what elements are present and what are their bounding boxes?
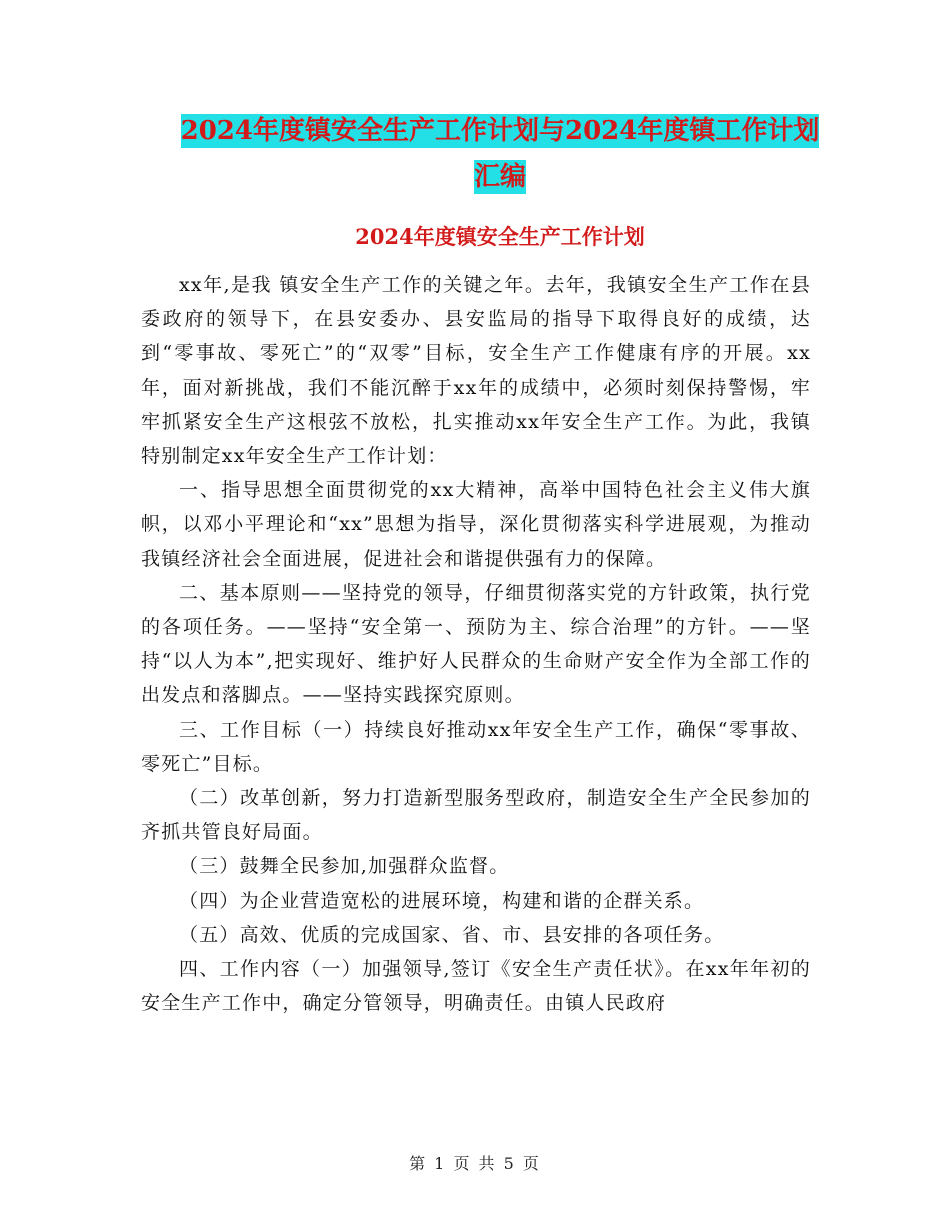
paragraph-basic-principles: 二、基本原则——坚持党的领导，仔细贯彻落实党的方针政策，执行党的各项任务。——坚持“安全第一、预防为主、综合治理”的方针。——坚持“以人为本”,把实现好、维护好人民群众的生命财产安全作为全部工作的出发点和落脚点。——坚持实践探究原则。 bbox=[141, 581, 811, 707]
paragraph-guiding-ideology: 一、指导思想全面贯彻党的xx大精神，高举中国特色社会主义伟大旗帜，以邓小平理论和“xx”思想为指导，深化贯彻落实科学进展观，为推动我镇经济社会全面进展，促进社会和谐提供强有力的保障。 bbox=[141, 479, 811, 570]
title-line-2: 汇编 bbox=[473, 162, 526, 192]
paragraph-goal-4: （四）为企业营造宽松的进展环境，构建和谐的企群关系。 bbox=[179, 889, 705, 912]
paragraph-goal-2: （二）改革创新，努力打造新型服务型政府，制造安全生产全民参加的齐抓共管良好局面。 bbox=[141, 787, 811, 844]
title-line-1: 2024年度镇安全生产工作计划与2024年度镇工作计划 bbox=[180, 116, 820, 146]
document-title bbox=[140, 108, 860, 200]
page-footer: 第 1 页 共 5 页 bbox=[409, 1154, 541, 1173]
paragraph-work-goals: 三、工作目标（一）持续良好推动xx年安全生产工作，确保“零事故、零死亡”目标。 bbox=[141, 718, 811, 775]
paragraph-intro: xx年,是我 镇安全生产工作的关键之年。去年，我镇安全生产工作在县委政府的领导下，在县安委办、县安监局的指导下取得良好的成绩，达到“零事故、零死亡”的“双零”目标，安全生产工作健康有序的开展。xx年，面对新挑战，我们不能沉醉于xx年的成绩中，必须时刻保持警惕，牢牢抓紧安全生产这根弦不放松，扎实推动xx年安全生产工作。为此，我镇特别制定xx年安全生产工作计划： bbox=[141, 274, 811, 468]
paragraph-work-content: 四、工作内容（一）加强领导,签订《安全生产责任状》。在xx年年初的安全生产工作中，确定分管领导，明确责任。由镇人民政府 bbox=[141, 958, 811, 1015]
document-body bbox=[141, 268, 811, 1020]
section-title: 2024年度镇安全生产工作计划 bbox=[355, 224, 645, 249]
paragraph-goal-3: （三）鼓舞全民参加,加强群众监督。 bbox=[179, 855, 510, 878]
paragraph-goal-5: （五）高效、优质的完成国家、省、市、县安排的各项任务。 bbox=[179, 923, 725, 946]
